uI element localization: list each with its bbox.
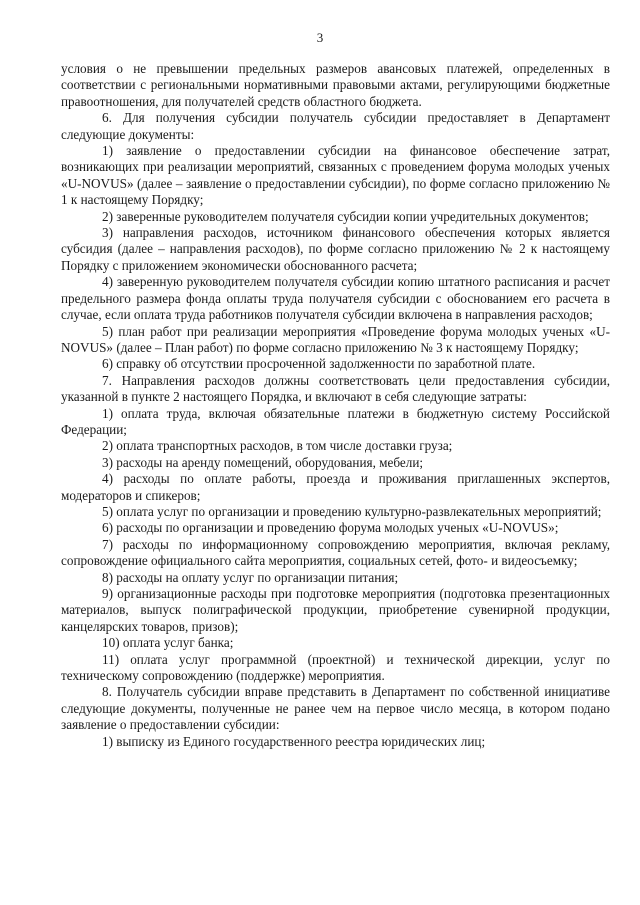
paragraph-subitem: 1) оплата труда, включая обязательные платежи в бюджетную систему Российской Федерации;: [61, 405, 610, 437]
paragraph-subitem: 6) расходы по организации и проведению форума молодых ученых «U-NOVUS»;: [102, 520, 559, 536]
paragraph-subitem: 6) справку об отсутствии просроченной задолженности по заработной плате.: [102, 356, 536, 372]
paragraph-subitem: 3) расходы на аренду помещений, оборудования, мебели;: [102, 454, 424, 470]
paragraph-subitem: 11) оплата услуг программной (проектной) и технической дирекции, услуг по техническому сопровождению (поддержке) мероприятия.: [61, 651, 610, 684]
page-number: 3: [316, 30, 324, 45]
paragraph-item-7: 7. Направления расходов должны соответствовать цели предоставления субсидии, указанной в пункте 2 настоящего Порядка, и включают в себя следующие затраты:: [61, 372, 610, 405]
document-body: [61, 61, 610, 750]
paragraph-continuation: условия о не превышении предельных размеров авансовых платежей, определенных в соответствии с региональными нормативными правовыми актами, регулирующими бюджетные правоотношения, для получателей средств областного бюджета.: [61, 61, 610, 109]
paragraph-subitem: 8) расходы на оплату услуг по организации питания;: [102, 569, 399, 585]
paragraph-subitem: 10) оплата услуг банка;: [102, 635, 234, 651]
paragraph-subitem: 3) направления расходов, источником финансового обеспечения которых является субсидия (далее – направления расходов), по форме согласно приложению № 2 к настоящему Порядку с приложением экономически обоснованного расчета;: [61, 225, 610, 273]
paragraph-subitem: 1) заявление о предоставлении субсидии на финансовое обеспечение затрат, возникающих при реализации мероприятий, связанных с проведением форума молодых ученых «U-NOVUS» (далее – заявление о предоставлении субсидии), по форме согласно приложению № 1 к настоящему Порядку;: [61, 143, 610, 208]
paragraph-subitem: 2) оплата транспортных расходов, в том числе доставки груза;: [102, 438, 453, 454]
paragraph-subitem: 5) план работ при реализации мероприятия «Проведение форума молодых ученых «U-NOVUS» (далее – План работ) по форме согласно приложению № 3 к настоящему Порядку;: [61, 323, 610, 355]
paragraph-subitem: 2) заверенные руководителем получателя субсидии копии учредительных документов;: [102, 208, 589, 224]
paragraph-item-6: 6. Для получения субсидии получатель субсидии предоставляет в Департамент следующие документы:: [61, 110, 610, 142]
paragraph-subitem: 7) расходы по информационному сопровождению мероприятия, включая рекламу, сопровождение официального сайта мероприятия, социальных сетей, фото- и видеосъемку;: [61, 536, 610, 569]
paragraph-subitem: 4) заверенную руководителем получателя субсидии копию штатного расписания и расчет предельного размера фонда оплаты труда получателя субсидии с обоснованием его расчета в случае, если оплата труда работников получателя субсидии включена в направления расходов;: [61, 274, 610, 323]
paragraph-subitem: 5) оплата услуг по организации и проведению культурно-развлекательных мероприятий;: [102, 503, 602, 519]
paragraph-item-8: 8. Получатель субсидии вправе представить в Департамент по собственной инициативе следующие документы, полученные не ранее чем на первое число месяца, в котором подано заявление о предоставлении субсидии:: [61, 684, 610, 733]
paragraph-subitem: 1) выписку из Единого государственного реестра юридических лиц;: [102, 733, 486, 749]
paragraph-subitem: 9) организационные расходы при подготовке мероприятия (подготовка презентационных материалов, выпуск полиграфической продукции, приобретение сувенирной продукции, канцелярских товаров, призов);: [61, 586, 610, 634]
paragraph-subitem: 4) расходы по оплате работы, проезда и проживания приглашенных экспертов, модераторов и спикеров;: [61, 471, 610, 503]
